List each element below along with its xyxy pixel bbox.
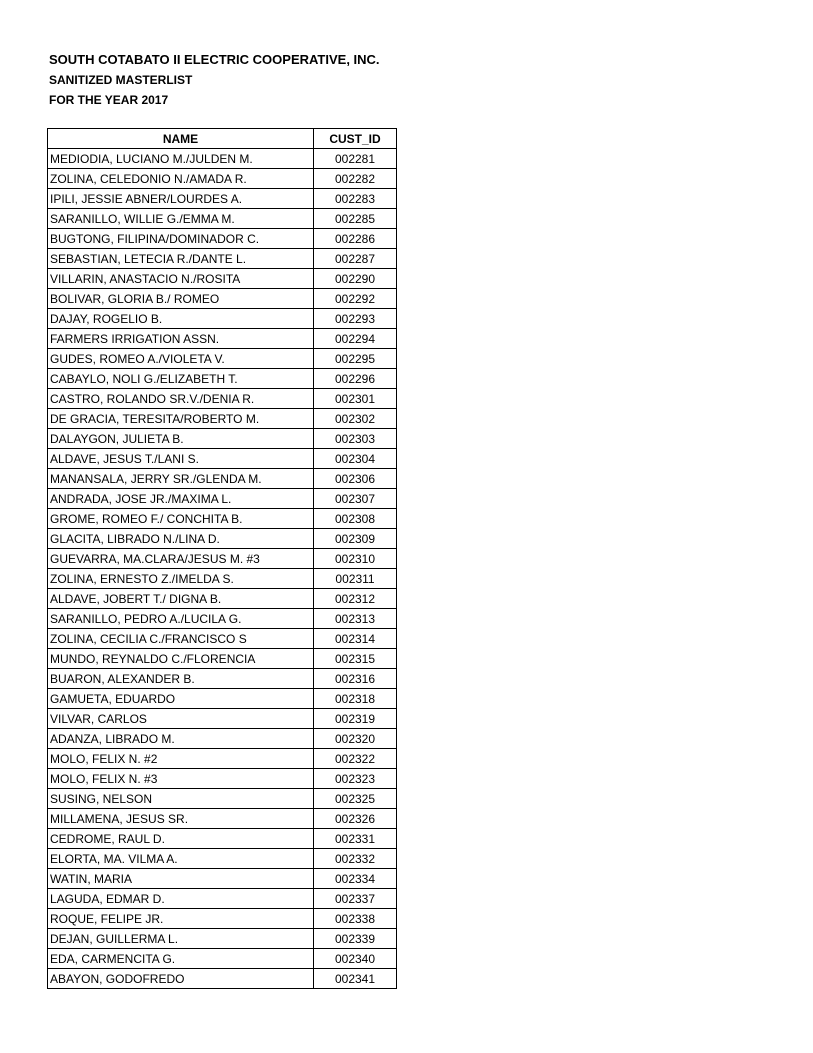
table-row bbox=[48, 909, 397, 929]
customer-id-cell: 002301 bbox=[314, 389, 397, 409]
customer-id-cell: 002295 bbox=[314, 349, 397, 369]
customer-id-cell: 002283 bbox=[314, 189, 397, 209]
customer-name-cell: ADANZA, LIBRADO M. bbox=[48, 729, 314, 749]
document-year: FOR THE YEAR 2017 bbox=[49, 93, 169, 107]
customer-id-cell: 002311 bbox=[314, 569, 397, 589]
customer-id-cell: 002302 bbox=[314, 409, 397, 429]
table-row bbox=[48, 809, 397, 829]
customer-id-cell: 002316 bbox=[314, 669, 397, 689]
customer-name-cell: VILLARIN, ANASTACIO N./ROSITA bbox=[48, 269, 314, 289]
customer-id-cell: 002320 bbox=[314, 729, 397, 749]
customer-name-cell: MUNDO, REYNALDO C./FLORENCIA bbox=[48, 649, 314, 669]
table-row bbox=[48, 369, 397, 389]
customer-id-cell: 002286 bbox=[314, 229, 397, 249]
customer-name-cell: ANDRADA, JOSE JR./MAXIMA L. bbox=[48, 489, 314, 509]
table-row bbox=[48, 409, 397, 429]
table-row bbox=[48, 309, 397, 329]
table-row bbox=[48, 169, 397, 189]
customer-name-cell: MOLO, FELIX N. #3 bbox=[48, 769, 314, 789]
customer-id-cell: 002332 bbox=[314, 849, 397, 869]
customer-name-cell: DAJAY, ROGELIO B. bbox=[48, 309, 314, 329]
column-header-name: NAME bbox=[48, 129, 314, 149]
customer-id-cell: 002340 bbox=[314, 949, 397, 969]
table-row bbox=[48, 429, 397, 449]
customer-name-cell: FARMERS IRRIGATION ASSN. bbox=[48, 329, 314, 349]
customer-name-cell: GAMUETA, EDUARDO bbox=[48, 689, 314, 709]
customer-id-cell: 002318 bbox=[314, 689, 397, 709]
customer-id-cell: 002322 bbox=[314, 749, 397, 769]
column-header-cust-id: CUST_ID bbox=[314, 129, 397, 149]
customer-name-cell: DEJAN, GUILLERMA L. bbox=[48, 929, 314, 949]
customer-id-cell: 002306 bbox=[314, 469, 397, 489]
table-row bbox=[48, 289, 397, 309]
customer-name-cell: GUDES, ROMEO A./VIOLETA V. bbox=[48, 349, 314, 369]
customer-name-cell: BUARON, ALEXANDER B. bbox=[48, 669, 314, 689]
customer-name-cell: GLACITA, LIBRADO N./LINA D. bbox=[48, 529, 314, 549]
customer-name-cell: SUSING, NELSON bbox=[48, 789, 314, 809]
table-row bbox=[48, 669, 397, 689]
table-row bbox=[48, 389, 397, 409]
customer-name-cell: ZOLINA, CELEDONIO N./AMADA R. bbox=[48, 169, 314, 189]
table-row bbox=[48, 969, 397, 989]
table-row bbox=[48, 829, 397, 849]
customer-id-cell: 002307 bbox=[314, 489, 397, 509]
table-row bbox=[48, 949, 397, 969]
table-row bbox=[48, 149, 397, 169]
table-row bbox=[48, 469, 397, 489]
table-row bbox=[48, 189, 397, 209]
customer-name-cell: DE GRACIA, TERESITA/ROBERTO M. bbox=[48, 409, 314, 429]
customer-id-cell: 002292 bbox=[314, 289, 397, 309]
table-row bbox=[48, 249, 397, 269]
table-row bbox=[48, 569, 397, 589]
table-row bbox=[48, 689, 397, 709]
table-row bbox=[48, 609, 397, 629]
customer-name-cell: VILVAR, CARLOS bbox=[48, 709, 314, 729]
table-row bbox=[48, 869, 397, 889]
table-row bbox=[48, 749, 397, 769]
customer-id-cell: 002338 bbox=[314, 909, 397, 929]
customer-id-cell: 002323 bbox=[314, 769, 397, 789]
customer-id-cell: 002282 bbox=[314, 169, 397, 189]
table-header-row bbox=[48, 129, 397, 149]
customer-name-cell: CEDROME, RAUL D. bbox=[48, 829, 314, 849]
table-row bbox=[48, 229, 397, 249]
customer-name-cell: BOLIVAR, GLORIA B./ ROMEO bbox=[48, 289, 314, 309]
table-row bbox=[48, 709, 397, 729]
document-header bbox=[49, 50, 380, 110]
table-row bbox=[48, 329, 397, 349]
organization-name: SOUTH COTABATO II ELECTRIC COOPERATIVE, INC. bbox=[49, 52, 380, 67]
table-row bbox=[48, 449, 397, 469]
table-row bbox=[48, 269, 397, 289]
customer-id-cell: 002290 bbox=[314, 269, 397, 289]
customer-name-cell: MEDIODIA, LUCIANO M./JULDEN M. bbox=[48, 149, 314, 169]
customer-id-cell: 002308 bbox=[314, 509, 397, 529]
customer-name-cell: ZOLINA, CECILIA C./FRANCISCO S bbox=[48, 629, 314, 649]
customer-name-cell: ABAYON, GODOFREDO bbox=[48, 969, 314, 989]
customer-id-cell: 002281 bbox=[314, 149, 397, 169]
table-row bbox=[48, 889, 397, 909]
customer-id-cell: 002310 bbox=[314, 549, 397, 569]
customer-id-cell: 002287 bbox=[314, 249, 397, 269]
table-row bbox=[48, 349, 397, 369]
customer-name-cell: ELORTA, MA. VILMA A. bbox=[48, 849, 314, 869]
customer-name-cell: ALDAVE, JESUS T./LANI S. bbox=[48, 449, 314, 469]
customer-name-cell: WATIN, MARIA bbox=[48, 869, 314, 889]
table-row bbox=[48, 509, 397, 529]
customer-id-cell: 002293 bbox=[314, 309, 397, 329]
customer-name-cell: EDA, CARMENCITA G. bbox=[48, 949, 314, 969]
table-row bbox=[48, 789, 397, 809]
customer-name-cell: CABAYLO, NOLI G./ELIZABETH T. bbox=[48, 369, 314, 389]
table-row bbox=[48, 589, 397, 609]
customer-name-cell: MANANSALA, JERRY SR./GLENDA M. bbox=[48, 469, 314, 489]
customer-id-cell: 002315 bbox=[314, 649, 397, 669]
table-body bbox=[48, 149, 397, 989]
customer-name-cell: LAGUDA, EDMAR D. bbox=[48, 889, 314, 909]
customer-name-cell: MOLO, FELIX N. #2 bbox=[48, 749, 314, 769]
customer-name-cell: ALDAVE, JOBERT T./ DIGNA B. bbox=[48, 589, 314, 609]
table-row bbox=[48, 769, 397, 789]
customer-id-cell: 002339 bbox=[314, 929, 397, 949]
customer-id-cell: 002341 bbox=[314, 969, 397, 989]
customer-name-cell: ROQUE, FELIPE JR. bbox=[48, 909, 314, 929]
customer-id-cell: 002309 bbox=[314, 529, 397, 549]
customer-id-cell: 002296 bbox=[314, 369, 397, 389]
customer-id-cell: 002294 bbox=[314, 329, 397, 349]
table-row bbox=[48, 649, 397, 669]
document-subtitle: SANITIZED MASTERLIST bbox=[49, 73, 193, 87]
customer-name-cell: ZOLINA, ERNESTO Z./IMELDA S. bbox=[48, 569, 314, 589]
table-row bbox=[48, 629, 397, 649]
customer-id-cell: 002303 bbox=[314, 429, 397, 449]
customer-id-cell: 002337 bbox=[314, 889, 397, 909]
customer-name-cell: GUEVARRA, MA.CLARA/JESUS M. #3 bbox=[48, 549, 314, 569]
customer-id-cell: 002285 bbox=[314, 209, 397, 229]
customer-name-cell: SARANILLO, WILLIE G./EMMA M. bbox=[48, 209, 314, 229]
customer-name-cell: BUGTONG, FILIPINA/DOMINADOR C. bbox=[48, 229, 314, 249]
table-row bbox=[48, 729, 397, 749]
table-row bbox=[48, 529, 397, 549]
customer-id-cell: 002313 bbox=[314, 609, 397, 629]
table-row bbox=[48, 929, 397, 949]
customer-id-cell: 002331 bbox=[314, 829, 397, 849]
customer-id-cell: 002304 bbox=[314, 449, 397, 469]
customer-id-cell: 002325 bbox=[314, 789, 397, 809]
customer-name-cell: MILLAMENA, JESUS SR. bbox=[48, 809, 314, 829]
customer-name-cell: GROME, ROMEO F./ CONCHITA B. bbox=[48, 509, 314, 529]
masterlist-table bbox=[47, 128, 397, 989]
customer-id-cell: 002314 bbox=[314, 629, 397, 649]
customer-name-cell: SARANILLO, PEDRO A./LUCILA G. bbox=[48, 609, 314, 629]
customer-id-cell: 002334 bbox=[314, 869, 397, 889]
customer-name-cell: IPILI, JESSIE ABNER/LOURDES A. bbox=[48, 189, 314, 209]
customer-name-cell: SEBASTIAN, LETECIA R./DANTE L. bbox=[48, 249, 314, 269]
customer-id-cell: 002326 bbox=[314, 809, 397, 829]
table-row bbox=[48, 849, 397, 869]
customer-id-cell: 002319 bbox=[314, 709, 397, 729]
customer-id-cell: 002312 bbox=[314, 589, 397, 609]
customer-name-cell: DALAYGON, JULIETA B. bbox=[48, 429, 314, 449]
table-row bbox=[48, 209, 397, 229]
table-row bbox=[48, 549, 397, 569]
customer-name-cell: CASTRO, ROLANDO SR.V./DENIA R. bbox=[48, 389, 314, 409]
table-row bbox=[48, 489, 397, 509]
